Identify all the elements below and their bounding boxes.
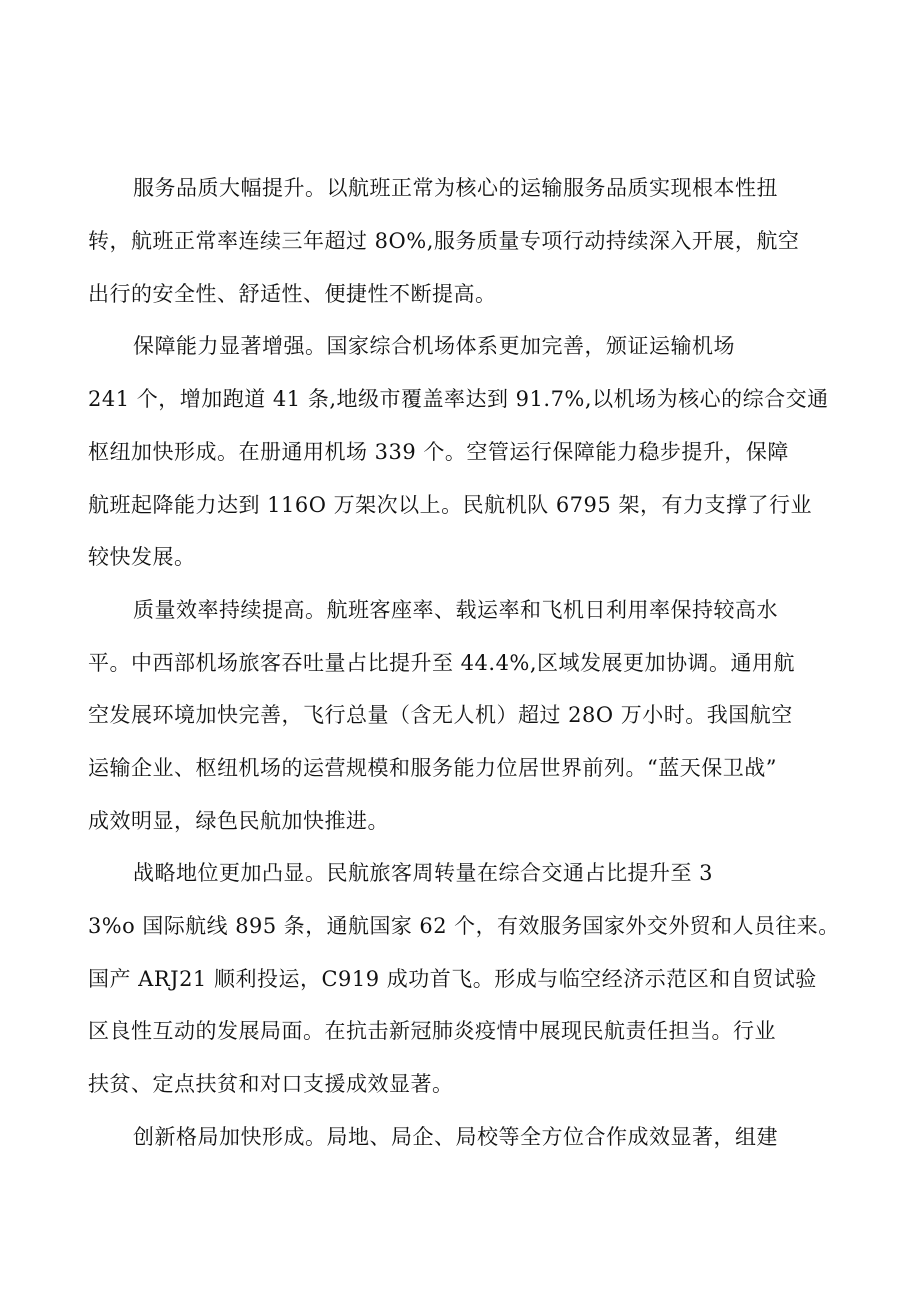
text-line: 服务品质大幅提升。以航班正常为核心的运输服务品质实现根本性扭 <box>133 176 778 200</box>
text-line: 枢纽加快形成。在册通用机场 339 个。空管运行保障能力稳步提升，保障 <box>88 440 789 464</box>
text-line: 出行的安全性、舒适性、便捷性不断提高。 <box>88 282 497 306</box>
text-line: 航班起降能力达到 116O 万架次以上。民航机队 6795 架，有力支撑了行业 <box>88 493 812 517</box>
text-line: 扶贫、定点扶贫和对口支援成效显著。 <box>88 1072 454 1096</box>
text-line: 国产 ARJ21 顺利投运，C919 成功首飞。形成与临空经济示范区和自贸试验 <box>88 967 817 991</box>
text-line: 241 个，增加跑道 41 条,地级市覆盖率达到 91.7%,以机场为核心的综合交通 <box>88 387 829 411</box>
text-line: 保障能力显著增强。国家综合机场体系更加完善，颁证运输机场 <box>133 334 735 358</box>
text-line: 区良性互动的发展局面。在抗击新冠肺炎疫情中展现民航责任担当。行业 <box>88 1019 776 1043</box>
text-line: 3%o 国际航线 895 条，通航国家 62 个，有效服务国家外交外贸和人员往来。 <box>88 914 840 938</box>
text-line: 运输企业、枢纽机场的运营规模和服务能力位居世界前列。“蓝天保卫战” <box>88 756 777 780</box>
text-line: 转，航班正常率连续三年超过 8O%,服务质量专项行动持续深入开展，航空 <box>88 229 800 253</box>
text-line: 较快发展。 <box>88 545 196 569</box>
text-line: 战略地位更加凸显。民航旅客周转量在综合交通占比提升至 3 <box>133 861 714 885</box>
text-line: 成效明显，绿色民航加快推进。 <box>88 809 389 833</box>
text-line: 创新格局加快形成。局地、局企、局校等全方位合作成效显著，组建 <box>133 1125 778 1149</box>
text-line: 平。中西部机场旅客吞吐量占比提升至 44.4%,区域发展更加协调。通用航 <box>88 651 796 675</box>
text-line: 空发展环境加快完善，飞行总量（含无人机）超过 28O 万小时。我国航空 <box>88 703 793 727</box>
text-line: 质量效率持续提高。航班客座率、载运率和飞机日利用率保持较高水 <box>133 598 778 622</box>
